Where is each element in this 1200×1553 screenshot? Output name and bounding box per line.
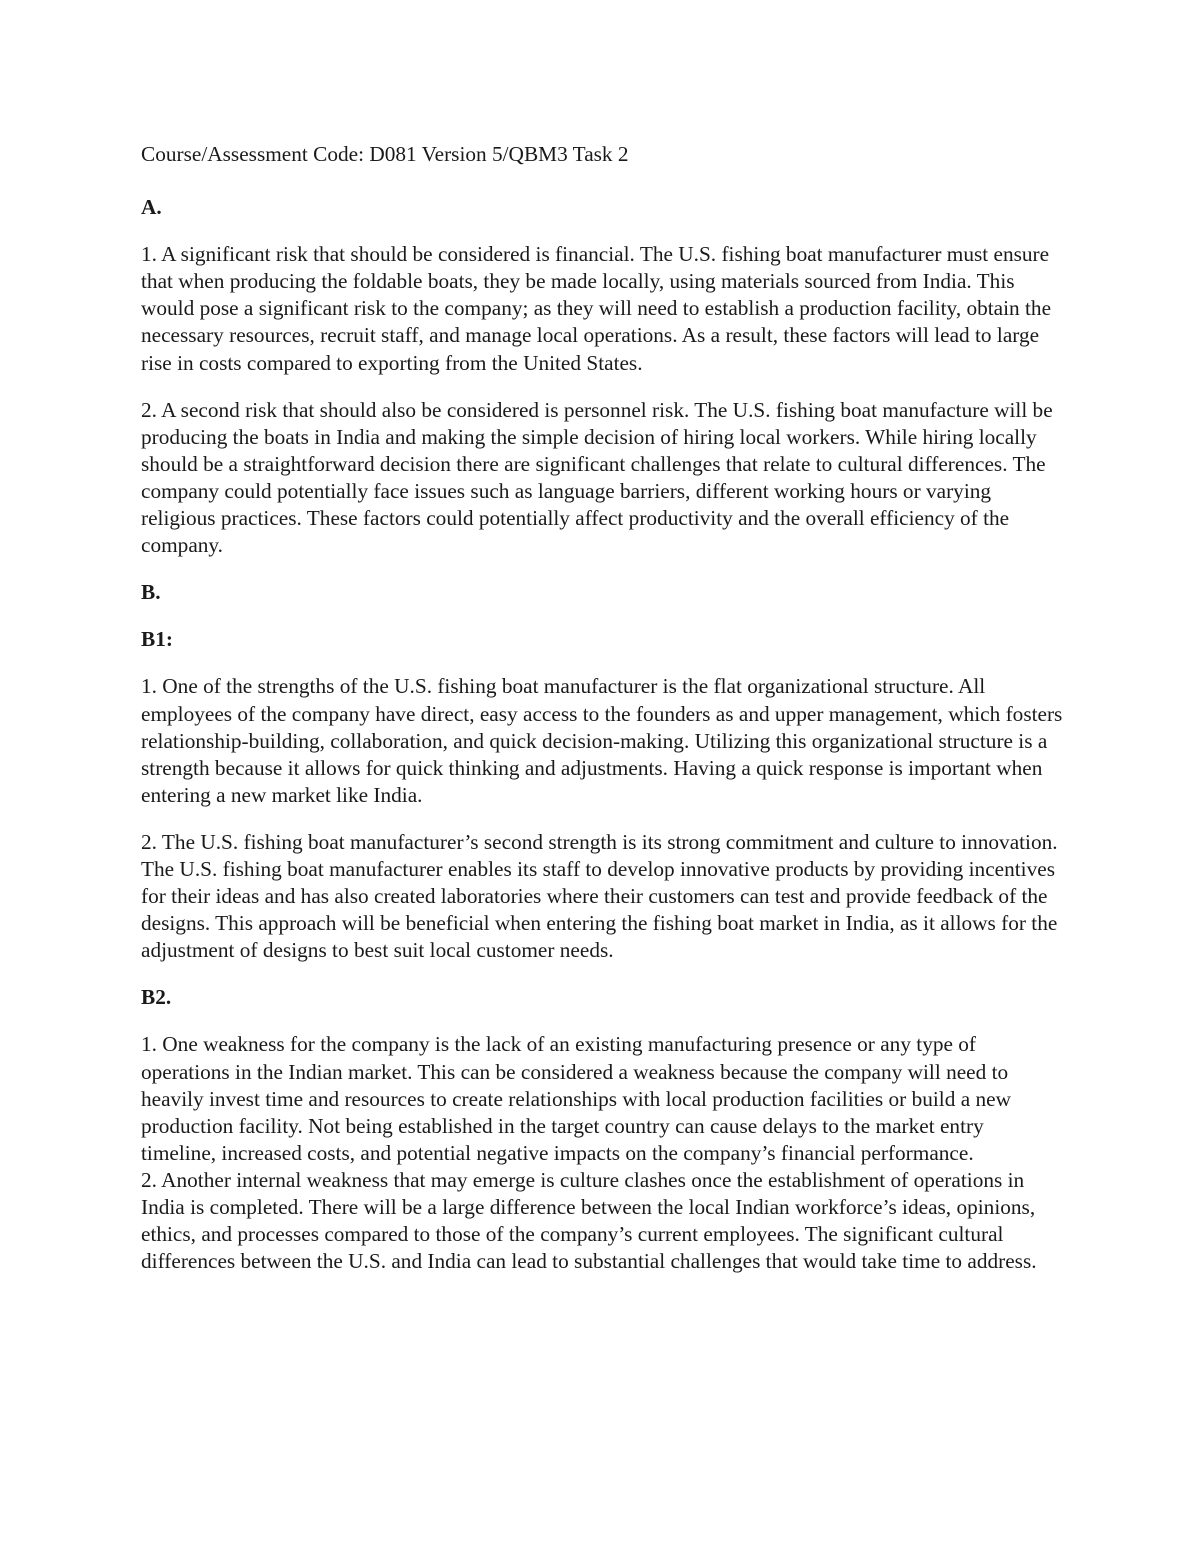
section-a-heading: A. — [141, 195, 162, 220]
section-b2-paragraph-2: 2. Another internal weakness that may emerge is culture clashes once the establishment of operations in India is completed. There will be a large difference between the local Indian workforce’s ideas, opinions, ethics, and processes compared to those of the company’s current employees. The significant cultural differences between the U.S. and India can lead to substantial challenges that would take time to address. — [141, 1167, 1037, 1274]
section-b-heading: B. — [141, 580, 161, 605]
section-a-paragraph-1: 1. A significant risk that should be considered is financial. The U.S. fishing boat manufacturer must ensure that when producing the foldable boats, they be made locally, using materials sourced from India. This would pose a significant risk to the company; as they will need to establish a production facility, obtain the necessary resources, recruit staff, and manage local operations. As a result, these factors will lead to large rise in costs compared to exporting from the United States. — [141, 242, 1052, 375]
course-code: Course/Assessment Code: D081 Version 5/QBM3 Task 2 — [141, 142, 629, 166]
section-b2-heading: B2. — [141, 985, 172, 1010]
section-b2-paragraph-1: 1. One weakness for the company is the lack of an existing manufacturing presence or any type of operations in the Indian market. This can be considered a weakness because the company will need to heavily invest time and resources to create relationships with local production facilities or build a new production facility. Not being established in the target country can cause delays to the market entry timeline, increased costs, and potential negative impacts on the company’s financial performance. — [141, 1032, 1011, 1165]
document-page — [141, 141, 1063, 1275]
section-b1-paragraph-2: 2. The U.S. fishing boat manufacturer’s second strength is its strong commitment and culture to innovation. The U.S. fishing boat manufacturer enables its staff to develop innovative products by providing incentives for their ideas and has also created laboratories where their customers can test and provide feedback of the designs. This approach will be beneficial when entering the fishing boat market in India, as it allows for the adjustment of designs to best suit local customer needs. — [141, 829, 1058, 963]
section-b1-heading: B1: — [141, 627, 173, 652]
section-b1-paragraph-1: 1. One of the strengths of the U.S. fishing boat manufacturer is the flat organizational structure. All employees of the company have direct, easy access to the founders as and upper management, which fosters relationship-building, collaboration, and quick decision-making. Utilizing this organizational structure is a strength because it allows for quick thinking and adjustments. Having a quick response is important when entering a new market like India. — [141, 674, 1063, 807]
section-a-paragraph-2: 2. A second risk that should also be considered is personnel risk. The U.S. fishing boat manufacture will be producing the boats in India and making the simple decision of hiring local workers. While hiring locally should be a straightforward decision there are significant challenges that relate to cultural differences. The company could potentially face issues such as language barriers, different working hours or varying religious practices. These factors could potentially affect productivity and the overall efficiency of the company. — [141, 397, 1053, 558]
